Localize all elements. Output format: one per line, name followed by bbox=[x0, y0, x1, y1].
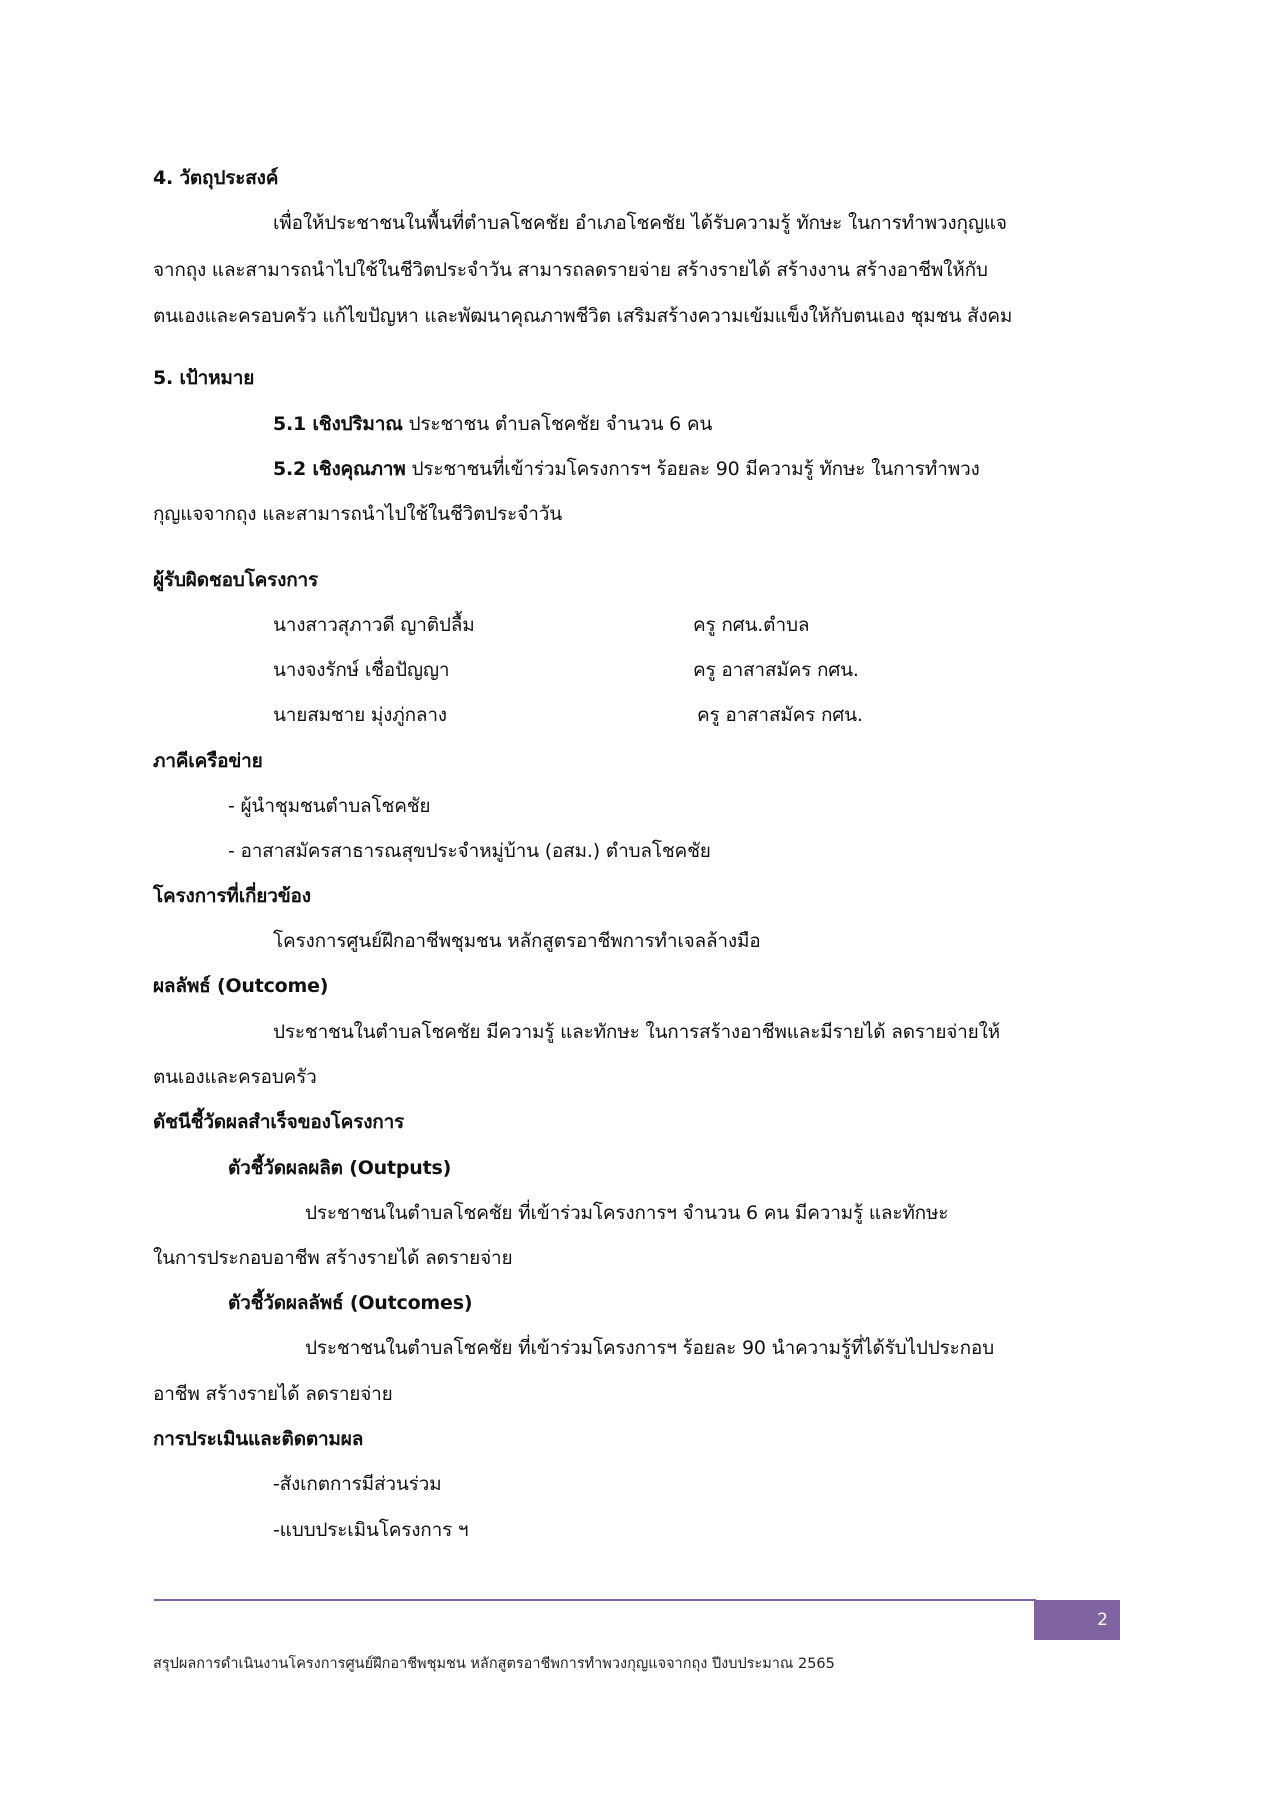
target-quantitative-label: 5.1 เชิงปริมาณ bbox=[273, 413, 403, 435]
responsible-name-3: นายสมชาย มุ่งภู่กลาง bbox=[273, 704, 447, 726]
outputs-line-1: ประชาชนในตำบลโชคชัย ที่เข้าร่วมโครงการฯ จำนวน 6 คน มีความรู้ และทักษะ bbox=[305, 1202, 949, 1224]
outputs-heading: ตัวชี้วัดผลผลิต (Outputs) bbox=[228, 1157, 452, 1179]
network-item-2: - อาสาสมัครสาธารณสุขประจำหมู่บ้าน (อสม.) ตำบลโชคชัย bbox=[228, 840, 711, 862]
evaluation-item-1: -สังเกตการมีส่วนร่วม bbox=[273, 1473, 442, 1495]
responsible-role-2: ครู อาสาสมัคร กศน. bbox=[693, 659, 859, 681]
target-qualitative-label: 5.2 เชิงคุณภาพ bbox=[273, 458, 406, 480]
outcomes-line-2: อาชีพ สร้างรายได้ ลดรายจ่าย bbox=[153, 1383, 393, 1405]
related-heading: โครงการที่เกี่ยวข้อง bbox=[153, 885, 311, 907]
footer-divider bbox=[154, 1599, 1036, 1601]
outcome-line-1: ประชาชนในตำบลโชคชัย มีความรู้ และทักษะ ในการสร้างอาชีพและมีรายได้ ลดรายจ่ายให้ bbox=[273, 1021, 1000, 1043]
page-number-badge: 2 bbox=[1034, 1600, 1120, 1640]
target-qualitative-text: ประชาชนที่เข้าร่วมโครงการฯ ร้อยละ 90 มีความรู้ ทักษะ ในการทำพวง bbox=[405, 458, 980, 480]
network-item-1: - ผู้นำชุมชนตำบลโชคชัย bbox=[228, 795, 431, 817]
objectives-line-3: ตนเองและครอบครัว แก้ไขปัญหา และพัฒนาคุณภาพชีวิต เสริมสร้างความเข้มแข็งให้กับตนเอง ชุมชน สังคม bbox=[153, 305, 1013, 327]
responsible-name-1: นางสาวสุภาวดี ญาติปลื้ม bbox=[273, 614, 475, 636]
outcome-heading: ผลลัพธ์ (Outcome) bbox=[153, 975, 329, 997]
responsible-role-3: ครู อาสาสมัคร กศน. bbox=[697, 704, 863, 726]
network-heading: ภาคีเครือข่าย bbox=[153, 750, 263, 772]
outputs-line-2: ในการประกอบอาชีพ สร้างรายได้ ลดรายจ่าย bbox=[153, 1247, 513, 1269]
indicators-heading: ดัชนีชี้วัดผลสำเร็จของโครงการ bbox=[153, 1111, 405, 1133]
evaluation-item-2: -แบบประเมินโครงการ ฯ bbox=[273, 1519, 469, 1541]
targets-heading: 5. เป้าหมาย bbox=[153, 367, 255, 389]
target-quantitative-text: ประชาชน ตำบลโชคชัย จำนวน 6 คน bbox=[402, 413, 713, 435]
responsible-heading: ผู้รับผิดชอบโครงการ bbox=[153, 569, 319, 591]
outcome-line-2: ตนเองและครอบครัว bbox=[153, 1066, 317, 1088]
outcomes-heading: ตัวชี้วัดผลลัพธ์ (Outcomes) bbox=[228, 1292, 473, 1314]
objectives-heading: 4. วัตถุประสงค์ bbox=[153, 167, 279, 189]
footer-title: สรุปผลการดำเนินงานโครงการศูนย์ฝึกอาชีพชุมชน หลักสูตรอาชีพการทำพวงกุญแจจากถุง ปีงบประมาณ 2565 bbox=[153, 1656, 835, 1672]
responsible-name-2: นางจงรักษ์ เชื่อปัญญา bbox=[273, 659, 450, 681]
responsible-role-1: ครู กศน.ตำบล bbox=[693, 614, 810, 636]
outcomes-line-1: ประชาชนในตำบลโชคชัย ที่เข้าร่วมโครงการฯ ร้อยละ 90 นำความรู้ที่ได้รับไปประกอบ bbox=[305, 1337, 994, 1359]
objectives-line-2: จากถุง และสามารถนำไปใช้ในชีวิตประจำวัน สามารถลดรายจ่าย สร้างรายได้ สร้างงาน สร้างอาชีพให้กับ bbox=[153, 259, 988, 281]
target-qualitative bbox=[273, 456, 980, 482]
objectives-line-1: เพื่อให้ประชาชนในพื้นที่ตำบลโชคชัย อำเภอโชคชัย ได้รับความรู้ ทักษะ ในการทำพวงกุญแจ bbox=[273, 212, 1007, 234]
evaluation-heading: การประเมินและติดตามผล bbox=[153, 1428, 364, 1450]
target-quantitative bbox=[273, 411, 712, 437]
target-qualitative-continuation: กุญแจจากถุง และสามารถนำไปใช้ในชีวิตประจำวัน bbox=[153, 503, 563, 525]
related-text: โครงการศูนย์ฝึกอาชีพชุมชน หลักสูตรอาชีพการทำเจลล้างมือ bbox=[273, 930, 761, 952]
